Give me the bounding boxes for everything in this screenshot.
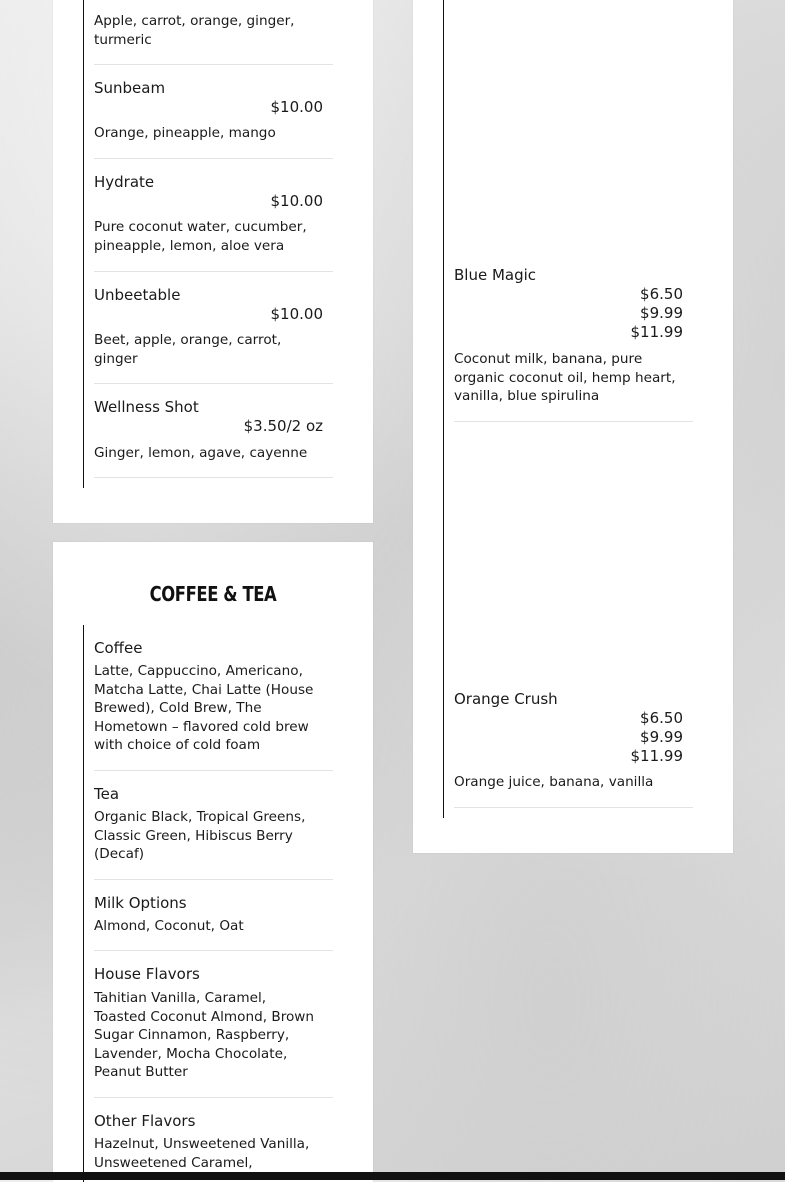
menu-item-description: Beet, apple, orange, carrot, ginger [94, 332, 282, 367]
menu-item-description: Hazelnut, Unsweetened Vanilla, Unsweetened Caramel, [94, 1136, 310, 1171]
menu-rule [443, 0, 444, 818]
section-title: COFFEE & TEA [149, 582, 277, 606]
menu-item-name: House Flavors [94, 965, 200, 983]
menu-item-price: $10.00 [270, 192, 323, 210]
menu-item-name: Blue Magic [454, 266, 537, 284]
menu-item-price: $6.50 [640, 285, 683, 303]
menu-item-name: Sunbeam [94, 79, 166, 97]
menu-item-name: Orange Crush [454, 690, 558, 708]
divider [94, 950, 333, 951]
menu-item-price: $10.00 [270, 98, 323, 116]
menu-item-description: Orange juice, banana, vanilla [454, 774, 654, 790]
divider [94, 64, 333, 65]
divider [94, 271, 333, 272]
menu-item-price: $3.50/2 oz [243, 417, 323, 435]
menu-item-description: Coconut milk, banana, pure organic coconut oil, hemp heart, vanilla, blue spirulina [454, 351, 676, 404]
divider [94, 477, 333, 478]
menu-item-name: Milk Options [94, 894, 187, 912]
smoothies-card [413, 0, 733, 853]
divider [94, 879, 333, 880]
menu-item-description: Tahitian Vanilla, Caramel, Toasted Coconut Almond, Brown Sugar Cinnamon, Raspberry, Lavender, Mocha Chocolate, Peanut Butter [94, 990, 315, 1080]
menu-item-price: $11.99 [630, 747, 683, 765]
menu-item-price: $9.99 [640, 304, 683, 322]
menu-item-description: Ginger, lemon, agave, cayenne [94, 445, 308, 461]
divider [94, 158, 333, 159]
menu-item-description: Pure coconut water, cucumber, pineapple, lemon, aloe vera [94, 219, 307, 254]
menu-item-description: Orange, pineapple, mango [94, 125, 276, 141]
divider [94, 770, 333, 771]
menu-item-description: Almond, Coconut, Oat [94, 918, 244, 934]
divider [94, 1097, 333, 1098]
menu-item-name: Wellness Shot [94, 398, 199, 416]
coffee-tea-card [53, 542, 373, 1182]
menu-item-price: $9.99 [640, 728, 683, 746]
bottom-bar [0, 1172, 785, 1180]
juices-card [53, 0, 373, 523]
menu-rule [83, 625, 84, 1182]
menu-item-description: Organic Black, Tropical Greens, Classic Green, Hibiscus Berry (Decaf) [94, 809, 306, 862]
menu-item-name: Tea [94, 785, 120, 803]
menu-item-name: Unbeetable [94, 286, 181, 304]
divider [454, 421, 693, 422]
menu-item-description: Latte, Cappuccino, Americano, Matcha Latte, Chai Latte (House Brewed), Cold Brew, The Hometown – flavored cold brew with choice of cold foam [94, 663, 314, 753]
menu-item-name: Coffee [94, 639, 143, 657]
menu-rule [83, 0, 84, 488]
divider [94, 383, 333, 384]
menu-item-price: $10.00 [270, 305, 323, 323]
menu-item-description: Apple, carrot, orange, ginger, turmeric [94, 13, 295, 48]
menu-item-name: Other Flavors [94, 1112, 196, 1130]
menu-item-name: Hydrate [94, 173, 155, 191]
divider [454, 807, 693, 808]
menu-item-price: $11.99 [630, 323, 683, 341]
menu-item-price: $6.50 [640, 709, 683, 727]
